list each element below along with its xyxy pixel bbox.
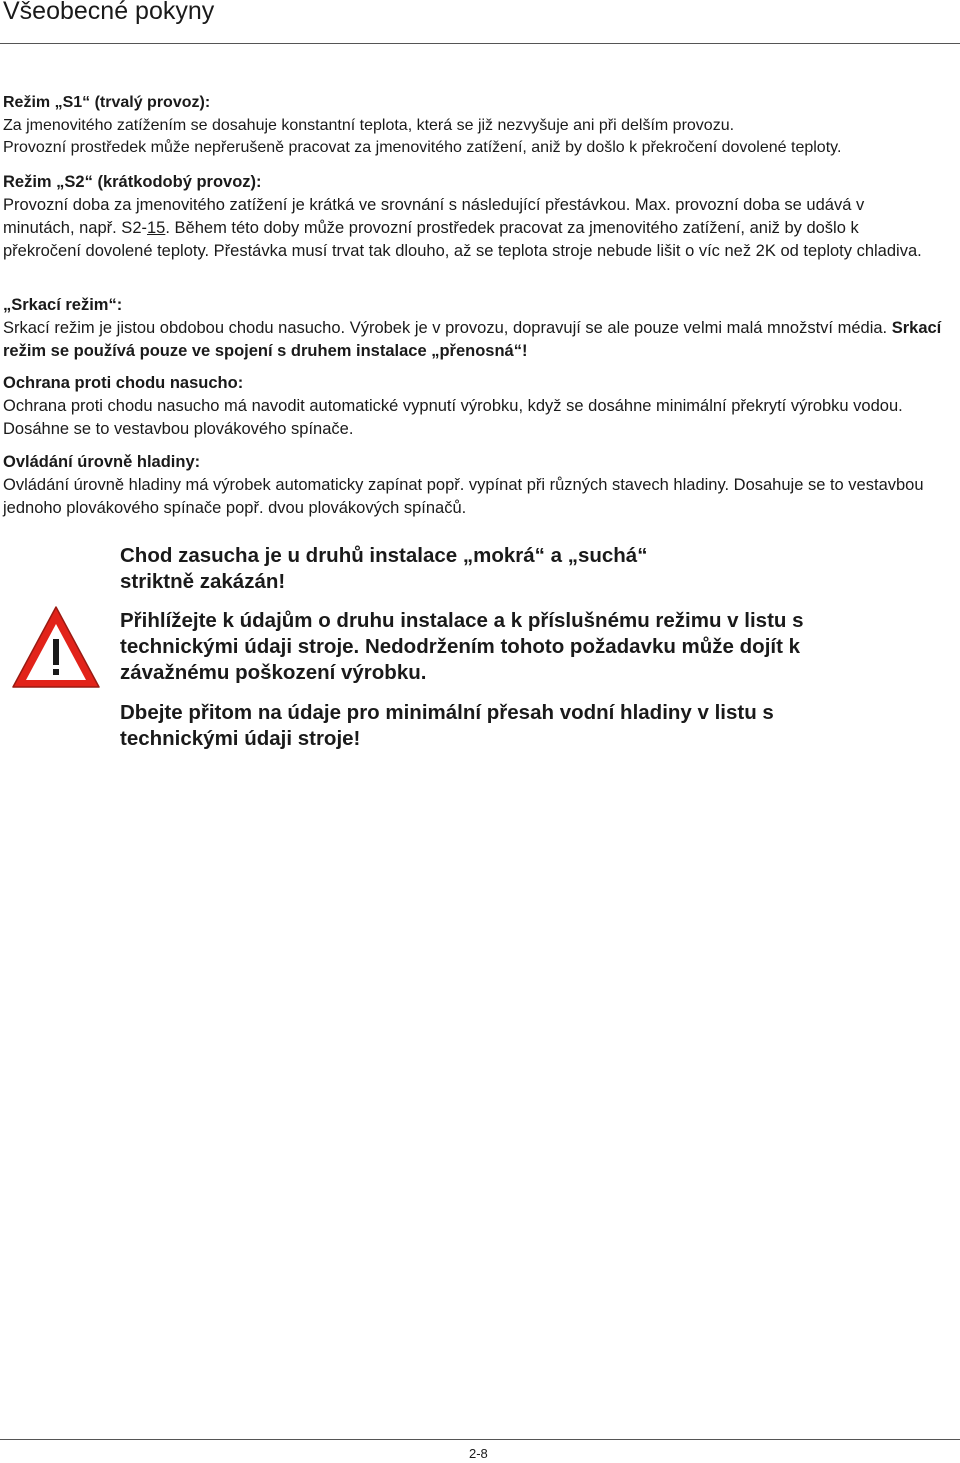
page-number: 2-8	[469, 1446, 488, 1461]
section-s2	[3, 171, 933, 263]
section-ochrana-heading: Ochrana proti chodu nasucho:	[3, 374, 244, 392]
warning-triangle-icon	[10, 604, 102, 690]
section-s1	[3, 92, 953, 160]
section-srkaci-text-bold: Srkací režim se používá pouze ve spojení s druhem instalace „přenosná“!	[3, 319, 942, 360]
page-header-title: Všeobecné pokyny	[3, 0, 215, 25]
section-srkaci-heading: „Srkací režim“:	[3, 296, 123, 314]
section-ochrana-text: Ochrana proti chodu nasucho má navodit automatické vypnutí výrobku, když se dosáhne minimální překrytí výrobku vodou. Dosáhne se to vestavbou plovákového spínače.	[3, 397, 903, 438]
section-s2-heading: Režim „S2“ (krátkodobý provoz):	[3, 173, 262, 191]
warning-text-3: Dbejte přitom na údaje pro minimální přesah vodní hladiny v listu s technickými údaji stroje!	[120, 701, 774, 750]
section-s2-text-a: Provozní doba za jmenovitého zatížení je krátká ve srovnání s následující přestávkou. Max. provozní doba se udává v minutách, např. S2-	[3, 196, 865, 237]
section-s2-text-b: . Během této doby může provozní prostředek pracovat za jmenovitého zatížení, aniž by došlo k překročení dovolené teploty. Přestávka musí trvat tak dlouho, až se teplota stroje nebude lišit o víc než 2K od teploty chladiva.	[3, 219, 922, 260]
warning-text-2: Přihlížejte k údajům o druhu instalace a k příslušnému režimu v listu s technickými údaji stroje. Nedodržením tohoto požadavku může dojít k závažnému poškození výrobku.	[120, 609, 804, 684]
section-ovladani-heading: Ovládání úrovně hladiny:	[3, 453, 201, 471]
section-ovladani	[3, 451, 953, 520]
section-srkaci	[3, 294, 953, 363]
section-s1-line1: Za jmenovitého zatížením se dosahuje konstantní teplota, která se již nezvyšuje ani při delším provozu.	[3, 116, 735, 134]
section-s2-text-underlined: 15	[147, 219, 166, 237]
warning-text-1: Chod zasucha je u druhů instalace „mokrá“ a „suchá“ striktně zakázán!	[120, 544, 648, 593]
section-ovladani-text: Ovládání úrovně hladiny má výrobek automaticky zapínat popř. vypínat při různých stavech hladiny. Dosahuje se to vestavbou jednoho plovákového spínače popř. dvou plovákových spínačů.	[3, 476, 924, 517]
section-s1-line2: Provozní prostředek může nepřerušeně pracovat za jmenovitého zatížení, aniž by došlo k překročení dovolené teploty.	[3, 139, 842, 156]
section-srkaci-text	[3, 317, 953, 363]
section-s2-text	[3, 194, 933, 263]
section-s1-heading: Režim „S1“ (trvalý provoz):	[3, 94, 211, 111]
footer-divider	[0, 1439, 960, 1440]
header-divider	[0, 43, 960, 44]
section-srkaci-text-a: Srkací režim je jistou obdobou chodu nasucho. Výrobek je v provozu, dopravují se ale pouze velmi malá množství média.	[3, 319, 892, 337]
section-ochrana	[3, 372, 903, 441]
